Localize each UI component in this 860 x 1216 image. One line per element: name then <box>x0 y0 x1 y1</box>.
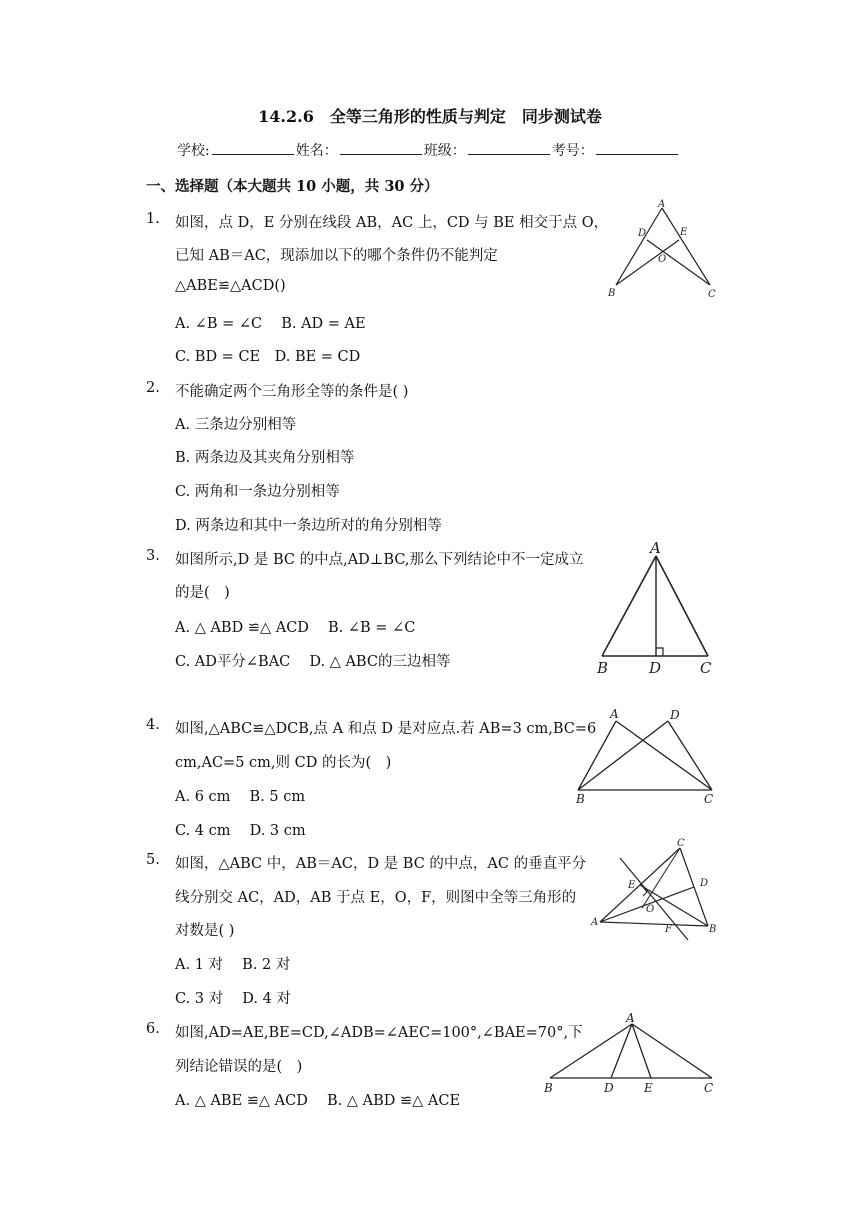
figure-label: C <box>704 792 714 806</box>
figure-label: C <box>704 1081 714 1095</box>
question-text: 如图,AD=AE,BE=CD,∠ADB=∠AEC=100°,∠BAE=70°,下 <box>175 1025 583 1041</box>
section-heading: 一、选择题（本大题共 10 小题，共 30 分） <box>146 178 439 195</box>
school-label: 学校: <box>177 143 210 159</box>
figure-label: D <box>700 878 709 889</box>
question-text: 不能确定两个三角形全等的条件是( ) <box>175 384 409 400</box>
option-row: A. △ ABE ≌△ ACD B. △ ABD ≌△ ACE <box>175 1093 461 1109</box>
class-blank <box>468 142 550 155</box>
figure-label: E <box>644 1081 653 1095</box>
figure-label: B <box>576 792 585 806</box>
figure-label: C <box>677 838 685 849</box>
figure-label: A <box>591 917 599 928</box>
figure-q4 <box>570 704 718 806</box>
question-number: 3. <box>146 548 160 564</box>
option-row: B. 两条边及其夹角分别相等 <box>175 450 355 466</box>
option-row: A. ∠B = ∠C B. AD = AE <box>175 316 366 332</box>
school-blank <box>212 142 294 155</box>
exam-no-blank <box>596 142 678 155</box>
figure-label: A <box>650 539 661 557</box>
figure-label: F <box>665 924 672 935</box>
figure-label: D <box>638 228 647 239</box>
option-row: D. 两条边和其中一条边所对的角分别相等 <box>175 518 442 534</box>
question-number: 6. <box>146 1021 160 1037</box>
name-blank <box>340 142 422 155</box>
figure-label: C <box>700 659 712 677</box>
option-row: C. AD平分∠BAC D. △ ABC的三边相等 <box>175 654 451 670</box>
figure-q6 <box>540 1010 722 1098</box>
question-text: 列结论错误的是( ) <box>175 1059 303 1075</box>
figure-label: D <box>649 659 662 677</box>
option-row: C. BD = CE D. BE = CD <box>175 349 361 365</box>
exam-no-label: 考号： <box>551 143 594 159</box>
figure-label: A <box>626 1011 635 1025</box>
figure-label: E <box>680 227 688 238</box>
question-number: 1. <box>146 211 160 227</box>
question-number: 4. <box>146 717 160 733</box>
question-text: cm,AC=5 cm,则 CD 的长为( ) <box>175 755 392 771</box>
figure-label: B <box>544 1081 553 1095</box>
question-text: 线分别交 AC，AD，AB 于点 E，O，F，则图中全等三角形的 <box>175 890 577 906</box>
student-info-line <box>177 140 680 160</box>
option-row: A. 6 cm B. 5 cm <box>175 789 306 805</box>
question-number: 2. <box>146 380 160 396</box>
figure-label: A <box>658 199 666 210</box>
figure-label: O <box>646 904 655 915</box>
question-text: 如图，△ABC 中，AB＝AC，D 是 BC 的中点，AC 的垂直平分 <box>175 856 587 872</box>
question-number: 5. <box>146 852 160 868</box>
figure-label: C <box>708 289 716 300</box>
name-label: 姓名： <box>295 143 338 159</box>
figure-label: D <box>670 708 680 722</box>
class-label: 班级： <box>423 143 466 159</box>
question-text: 如图，点 D，E 分别在线段 AB，AC 上，CD 与 BE 相交于点 O， <box>175 215 609 231</box>
option-row: A. 三条边分别相等 <box>175 417 297 433</box>
option-row: A. △ ABD ≌△ ACD B. ∠B = ∠C <box>175 620 416 636</box>
option-row: C. 两角和一条边分别相等 <box>175 484 340 500</box>
figure-q3 <box>590 538 720 678</box>
figure-q1 <box>598 196 723 302</box>
figure-label: B <box>597 659 609 677</box>
figure-label: A <box>610 707 619 721</box>
question-text: △ABE≌△ACD() <box>175 278 286 294</box>
figure-label: O <box>658 254 667 265</box>
question-text: 如图,△ABC≌△DCB,点 A 和点 D 是对应点.若 AB=3 cm,BC=6 <box>175 721 597 737</box>
figure-q5 <box>588 836 720 944</box>
figure-label: B <box>709 924 717 935</box>
option-row: C. 4 cm D. 3 cm <box>175 823 306 839</box>
option-row: C. 3 对 D. 4 对 <box>175 991 291 1007</box>
question-text: 对数是( ) <box>175 923 235 939</box>
question-text: 已知 AB＝AC，现添加以下的哪个条件仍不能判定 <box>175 248 498 264</box>
option-row: A. 1 对 B. 2 对 <box>175 957 291 973</box>
figure-label: E <box>628 880 636 891</box>
question-text: 如图所示,D 是 BC 的中点,AD⊥BC,那么下列结论中不一定成立 <box>175 552 584 568</box>
figure-label: D <box>604 1081 614 1095</box>
question-text: 的是( ) <box>175 585 230 601</box>
figure-label: B <box>608 288 616 299</box>
page-title: 14.2.6 全等三角形的性质与判定 同步测试卷 <box>258 107 602 126</box>
